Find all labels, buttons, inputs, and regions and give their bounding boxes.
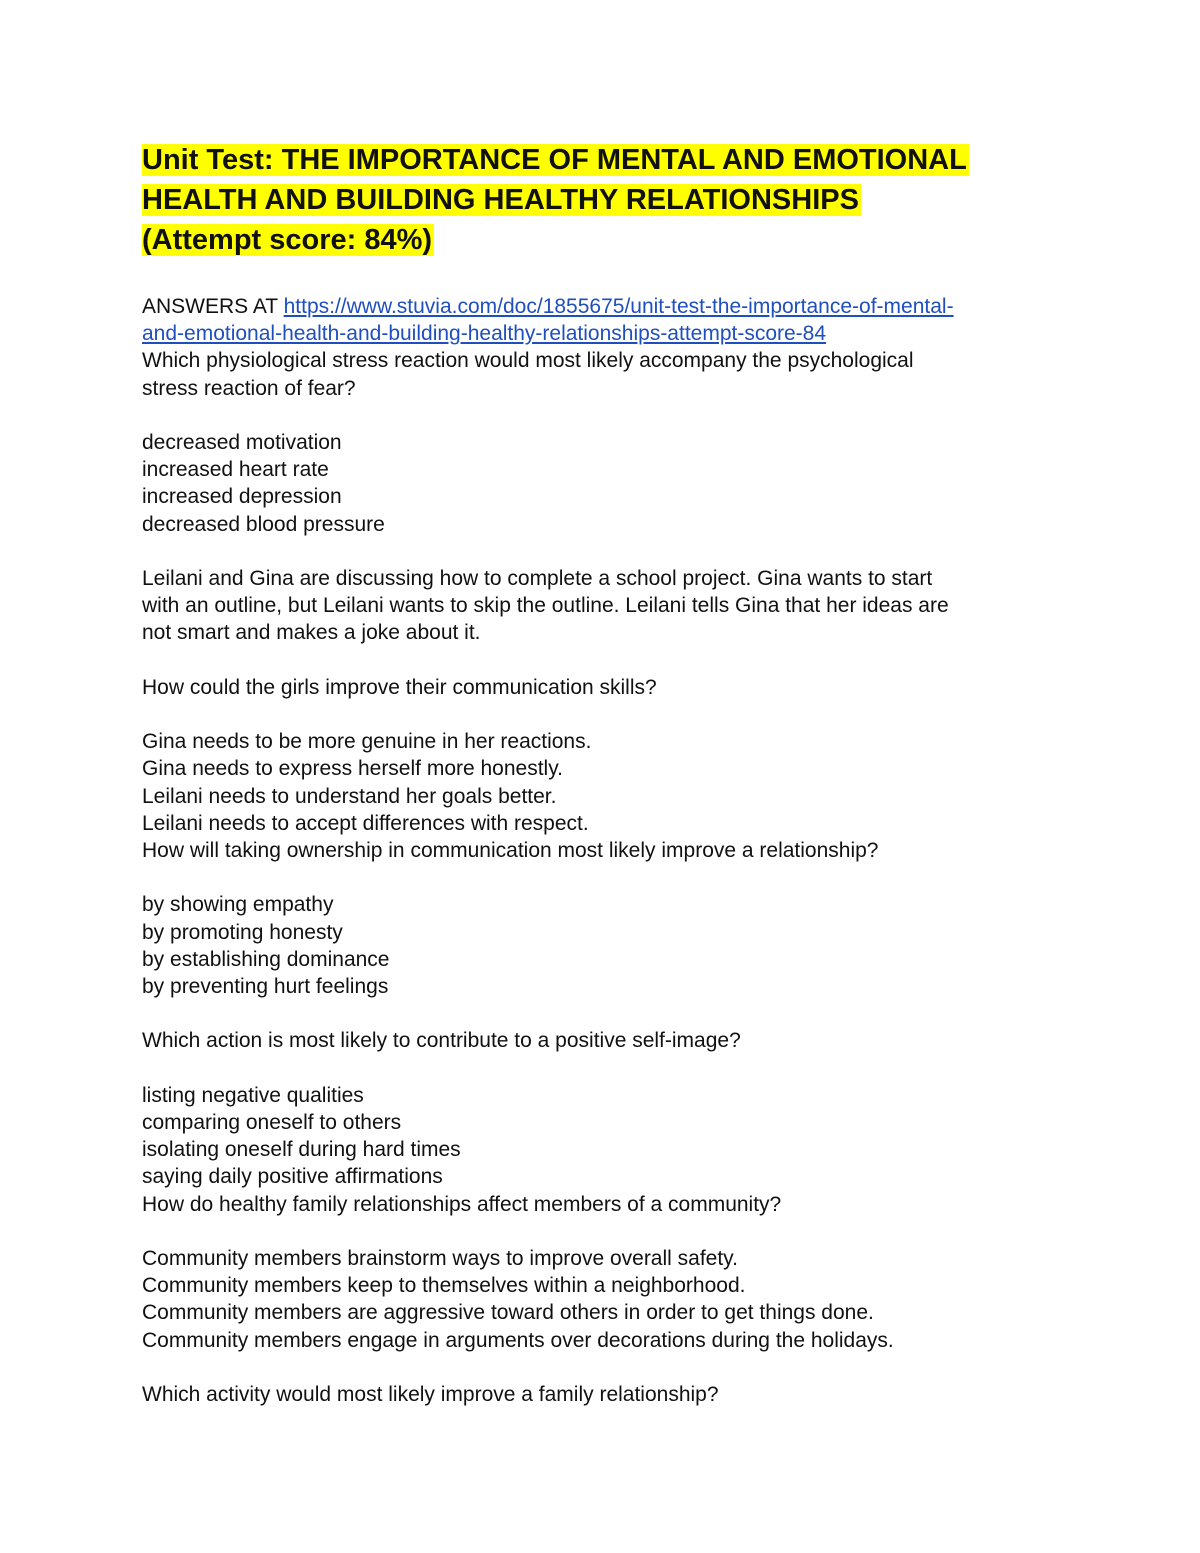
- title-line-3: (Attempt score: 84%): [142, 224, 433, 256]
- question-text-line: Which physiological stress reaction would most likely accompany the psychological: [142, 349, 914, 373]
- answer-option: Gina needs to express herself more honestly.: [142, 757, 563, 781]
- question-list: [142, 347, 1072, 1408]
- answer-option: Community members are aggressive toward others in order to get things done.: [142, 1301, 874, 1325]
- question-text-line: How will taking ownership in communication most likely improve a relationship?: [142, 839, 879, 862]
- answer-option: Community members brainstorm ways to improve overall safety.: [142, 1246, 738, 1270]
- question-text-line: Which activity would most likely improve a family relationship?: [142, 1382, 719, 1406]
- answer-option: decreased blood pressure: [142, 512, 385, 536]
- question-text-line: Which action is most likely to contribute to a positive self-image?: [142, 1029, 741, 1053]
- answer-option: Leilani needs to accept differences with respect.: [142, 811, 589, 835]
- title-line-2: HEALTH AND BUILDING HEALTHY RELATIONSHIPS: [142, 184, 859, 216]
- question-scenario-line: with an outline, but Leilani wants to skip the outline. Leilani tells Gina that her ideas are: [142, 594, 949, 618]
- answers-line-2: [142, 320, 1072, 347]
- answer-option: by establishing dominance: [142, 947, 390, 971]
- question-text-line: stress reaction of fear?: [142, 376, 356, 400]
- answer-option: by preventing hurt feelings: [142, 975, 389, 998]
- answer-option: isolating oneself during hard times: [142, 1138, 461, 1162]
- answer-option: Community members keep to themselves within a neighborhood.: [142, 1274, 746, 1298]
- answers-prefix: ANSWERS AT: [142, 295, 284, 318]
- answers-link-part-1[interactable]: https://www.stuvia.com/doc/1855675/unit-test-the-importance-of-mental-: [283, 295, 954, 318]
- document-page: [142, 140, 1072, 1408]
- answer-option: comparing oneself to others: [142, 1110, 402, 1134]
- document-body: [142, 293, 1072, 1408]
- answer-option: saying daily positive affirmations: [142, 1165, 443, 1189]
- answer-option: by showing empathy: [142, 893, 334, 917]
- question-text-line: How could the girls improve their communication skills?: [142, 675, 657, 699]
- answer-option: Gina needs to be more genuine in her reactions.: [142, 730, 592, 754]
- page-title: [142, 140, 1072, 260]
- title-line-1: Unit Test: THE IMPORTANCE OF MENTAL AND EMOTIONAL: [142, 144, 967, 176]
- answer-option: increased heart rate: [142, 458, 329, 482]
- question-text-line: How do healthy family relationships affect members of a community?: [142, 1192, 782, 1216]
- answer-option: Community members engage in arguments over decorations during the holidays.: [142, 1328, 894, 1352]
- answers-line-1: [142, 293, 1072, 320]
- answer-option: increased depression: [142, 485, 342, 509]
- answer-option: decreased motivation: [142, 431, 342, 454]
- answer-option: listing negative qualities: [142, 1083, 364, 1107]
- answer-option: by promoting honesty: [142, 920, 343, 944]
- question-scenario-line: Leilani and Gina are discussing how to complete a school project. Gina wants to start: [142, 567, 933, 590]
- answer-option: Leilani needs to understand her goals better.: [142, 784, 557, 808]
- question-scenario-line: not smart and makes a joke about it.: [142, 621, 481, 645]
- answers-link-part-2[interactable]: and-emotional-health-and-building-healthy-relationships-attempt-score-84: [142, 322, 827, 346]
